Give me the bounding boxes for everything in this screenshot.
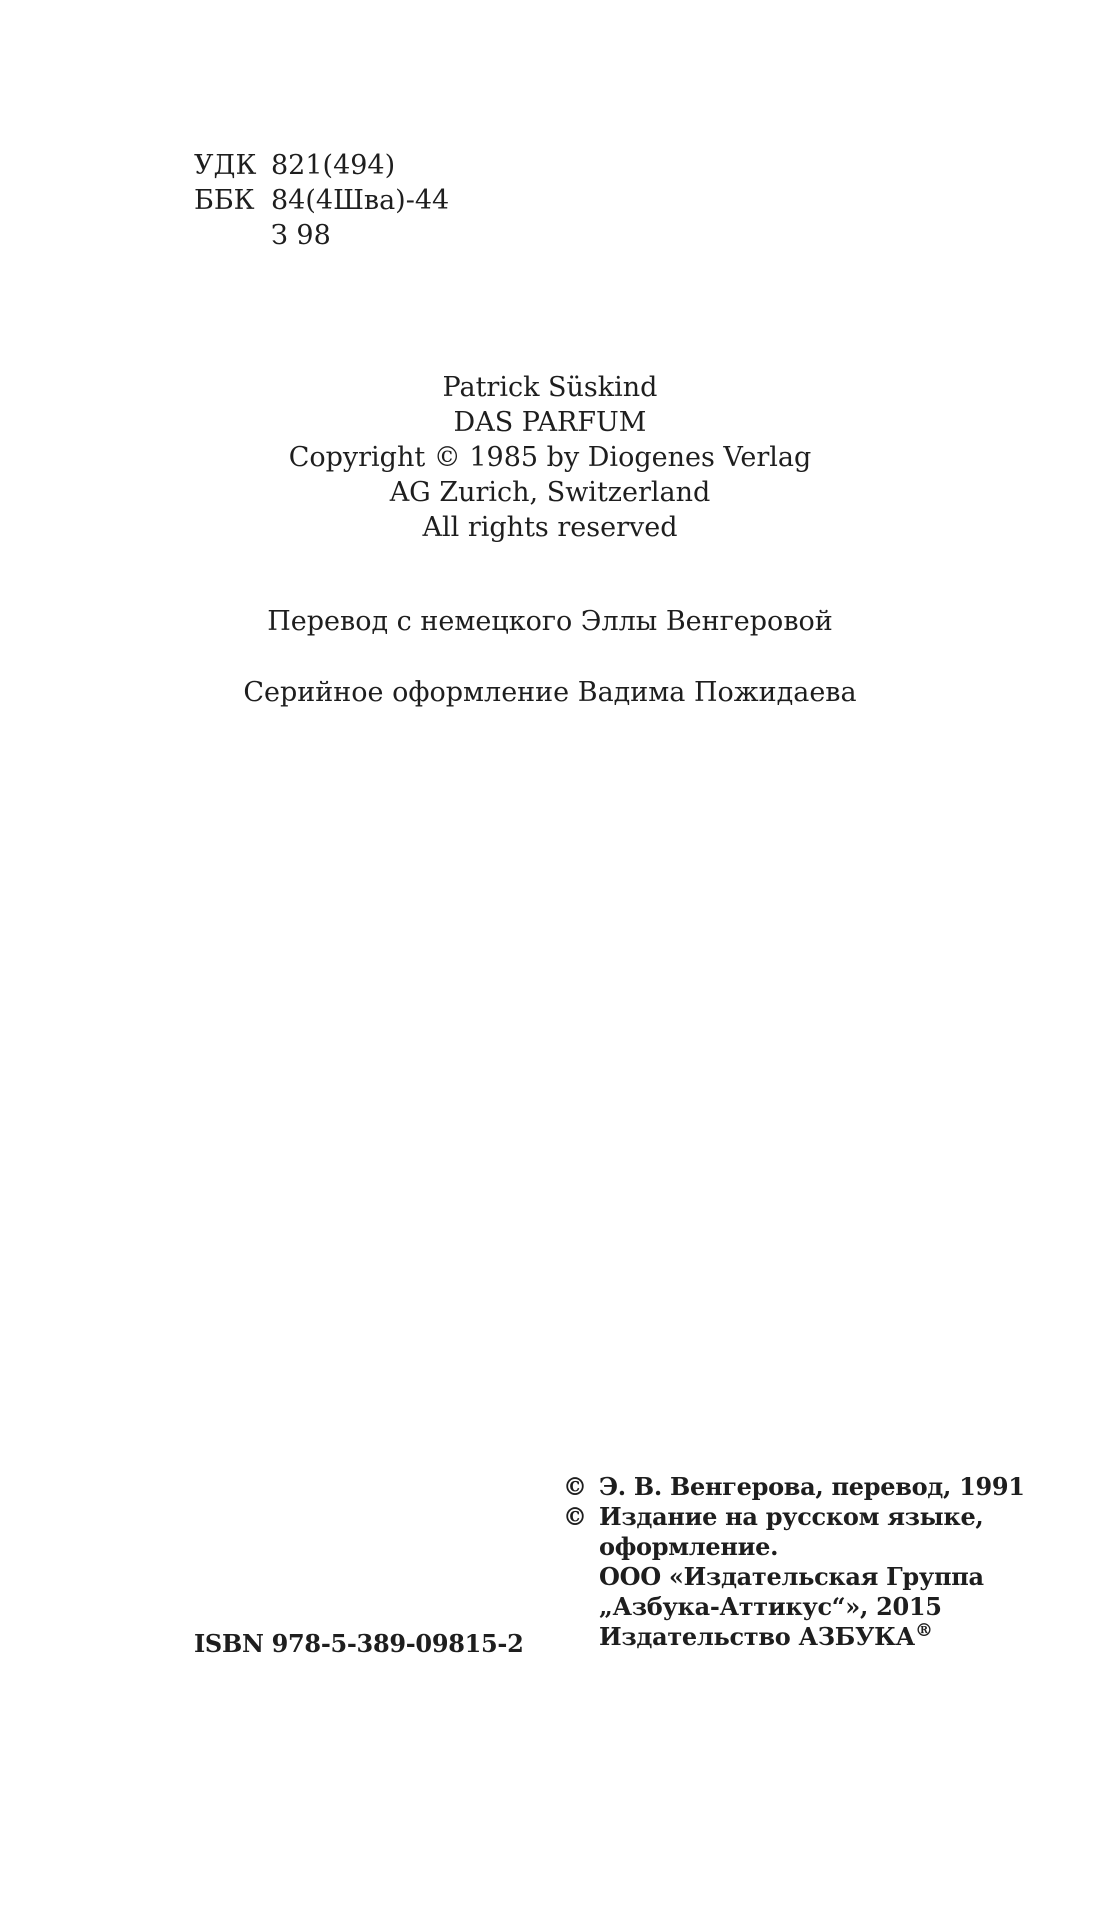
registered-mark: ® [914,1620,933,1641]
isbn: ISBN 978-5-389-09815-2 [194,1629,524,1658]
original-copyright-block [0,370,1100,545]
udk-row [194,148,449,183]
edition-notice [563,1502,1025,1652]
edition-line [599,1622,984,1652]
author-mark-row [194,218,449,253]
bbk-label: ББК [194,185,255,216]
author-mark: З 98 [271,220,331,251]
original-title: DAS PARFUM [453,407,647,438]
edition-line: ООО «Издательская Группа [599,1562,984,1591]
original-author: Patrick Süskind [442,372,658,403]
translation-notice [563,1472,1025,1502]
udk-value: 821(494) [271,150,396,181]
copyright-notices [563,1472,1025,1652]
edition-line: оформление. [599,1532,779,1561]
udk-label: УДК [194,150,257,181]
original-copyright-line1: Copyright © 1985 by Diogenes Verlag [288,442,812,473]
edition-line: „Азбука-Аттикус“», 2015 [599,1592,942,1621]
translation-credit: Перевод с немецкого Эллы Венгеровой [267,606,833,637]
original-copyright-line2: AG Zurich, Switzerland [389,477,711,508]
design-credit: Серийное оформление Вадима Пожидаева [243,677,857,708]
translation-copyright: Э. В. Венгерова, перевод, 1991 [599,1472,1025,1501]
classification-block [194,148,449,253]
bbk-row [194,183,449,218]
bbk-value: 84(4Шва)-44 [271,185,450,216]
edition-line: Издание на русском языке, [599,1502,984,1531]
rights-reserved: All rights reserved [422,512,678,543]
publisher-name: Издательство АЗБУКА [599,1622,915,1651]
copyright-sign: © [563,1472,587,1501]
copyright-sign: © [563,1502,587,1531]
